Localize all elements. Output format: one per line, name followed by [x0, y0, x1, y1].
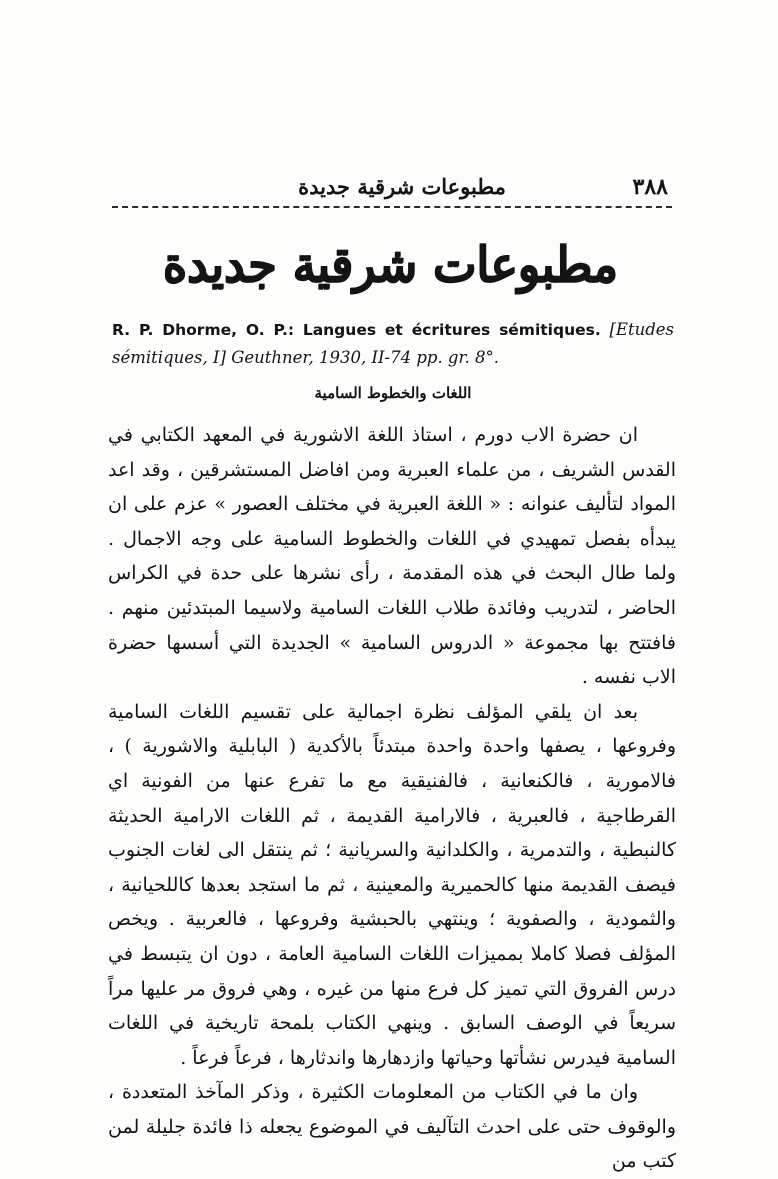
paragraph-1: ان حضرة الاب دورم ، استاذ اللغة الاشورية في المعهد الكتابي في القدس الشريف ، من علماء العبرية ومن افاضل المستشرقين ، وقد اعد المواد لتأليف عنوانه : « اللغة العبرية في مختلف العصور » عزم على ان يبدأه بفصل تمهيدي في اللغات والخطوط السامية على وجه الاجمال . ولما طال البحث في هذه المقدمة ، رأى نشرها على حدة في الكراس الحاضر ، لتدريب وفائدة طلاب اللغات السامية ولاسيما المبتدئين منهم . فافتتح بها مجموعة « الدروس السامية » الجديدة التي أسسها حضرة الاب نفسه .: [108, 424, 676, 689]
bibliographic-entry: [112, 316, 674, 372]
paragraph-3: وان ما في الكتاب من المعلومات الكثيرة ، وذكر المآخذ المتعددة ، والوقوف حتى على احدث التآليف في الموضوع يجعله ذا فائدة جليلة لمن كتب من: [108, 1081, 676, 1173]
article-body: [108, 418, 676, 1179]
bib-publisher: Geuthner,: [231, 348, 314, 367]
bib-title: Langues et écritures sémitiques.: [302, 321, 601, 339]
running-head-divider: [112, 206, 672, 208]
running-head: [112, 170, 672, 204]
section-masthead: [162, 222, 618, 306]
bib-series: [Etudes sémitiques, I]: [112, 320, 675, 367]
page-number: ٣٨٨: [632, 174, 668, 200]
running-head-title: مطبوعات شرقية جديدة: [298, 174, 506, 199]
bib-details: 1930, II-74 pp. gr. 8°.: [318, 348, 500, 367]
bib-author: R. P. Dhorme, O. P.:: [112, 321, 295, 339]
article-heading: اللغات والخطوط السامية: [314, 384, 472, 402]
paragraph-2: بعد ان يلقي المؤلف نظرة اجمالية على تقسيم اللغات السامية وفروعها ، يصفها واحدة واحدة مبتدئاً بالأكدية ( البابلية والاشورية ) ، فالامورية ، فالكنعانية ، فالفنيقية مع ما تفرع عنها من الفونية اي القرطاجية ، فالعبرية ، فالارامية القديمة ، ثم اللغات الارامية الحديثة كالنبطية ، والتدمرية ، والكلدانية والسريانية ؛ ثم ينتقل الى لغات الجنوب فيصف القديمة منها كالحميرية والمعينية ، ثم ما استجد بعدها كاللحيانية ، والثمودية ، والصفوية ؛ وينتهي بالحبشية وفروعها ، فالعربية . ويخص المؤلف فصلا كاملا بمميزات اللغات السامية العامة ، دون ان يتبسط في درس الفروق التي تميز كل فرع منها من غيره ، وهي فروق مر عليها مراً سريعاً في الوصف السابق . وينهي الكتاب بلمحة تاريخية في اللغات السامية فيدرس نشأتها وحياتها وازدهارها واندثارها ، فرعاً فرعاً .: [108, 700, 676, 1069]
masthead-calligraphy: مطبوعات شرقية جديدة: [162, 235, 618, 293]
